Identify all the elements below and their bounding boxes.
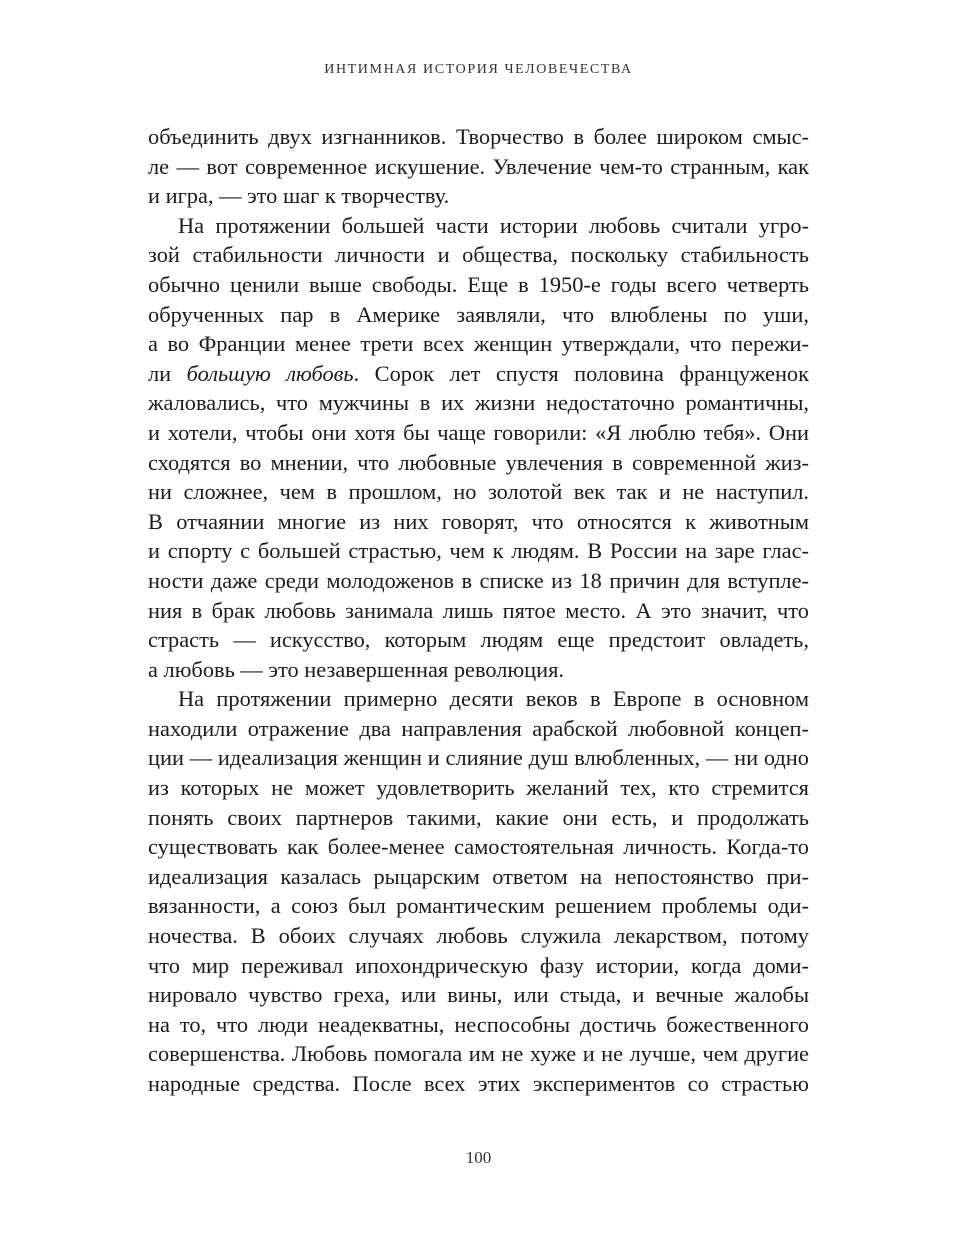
text-line: находили отражение два направления арабской любовной концеп-	[148, 715, 809, 741]
text-line: ночества. В обоих случаях любовь служила лекарством, потому	[148, 923, 809, 949]
text-line: ли большую любовь. Сорок лет спустя половина француженок	[148, 360, 810, 386]
text-line: и игра, — это шаг к творчеству.	[148, 183, 450, 209]
text-line: На протяжении большей части истории любовь считали угро-	[178, 212, 809, 238]
text-line: а любовь — это незавершенная революция.	[148, 656, 565, 682]
text-line: народные средства. После всех этих экспериментов со страстью	[148, 1071, 809, 1096]
text-line: совершенства. Любовь помогала им не хуже и не лучше, чем другие	[148, 1041, 809, 1067]
text-line: на то, что люди неадекватны, неспособны достичь божественного	[148, 1011, 809, 1037]
text-line: жаловались, что мужчины в их жизни недостаточно романтичны,	[148, 390, 809, 416]
text-line: обычно ценили выше свободы. Еще в 1950-е годы всего четверть	[148, 271, 809, 297]
text-line: объединить двух изгнанников. Творчество в более широком смыс-	[148, 124, 809, 149]
text-line: а во Франции менее трети всех женщин утверждали, что пережи-	[148, 331, 809, 357]
text-line: существовать как более-менее самостоятельная личность. Когда-то	[148, 834, 809, 860]
text-line: зой стабильности личности и общества, поскольку стабильность	[148, 242, 809, 268]
text-line: ции — идеализация женщин и слияние душ влюбленных, — ни одно	[148, 745, 809, 771]
text-line: и хотели, чтобы они хотя бы чаще говорили: «Я люблю тебя». Они	[148, 419, 809, 445]
page-number: 100	[465, 1148, 492, 1164]
text-line: из которых не может удовлетворить желаний тех, кто стремится	[148, 775, 809, 801]
text-line: обрученных пар в Америке заявляли, что влюблены по уши,	[148, 301, 809, 327]
text-line: идеализация казалась рыцарским ответом на непостоянство при-	[148, 863, 809, 889]
running-head: ИНТИМНАЯ ИСТОРИЯ ЧЕЛОВЕЧЕСТВА	[324, 62, 633, 77]
emphasis: большую любовь	[186, 360, 354, 386]
text-line: ле — вот современное искушение. Увлечение чем-то странным, как	[148, 153, 809, 179]
text-line: ния в брак любовь занимала лишь пятое место. А это значит, что	[148, 597, 809, 623]
text-line: что мир переживал ипохондрическую фазу истории, когда доми-	[148, 952, 809, 978]
body-text	[148, 122, 809, 1099]
text-line: ности даже среди молодоженов в списке из 18 причин для вступле-	[148, 567, 809, 593]
text-line: вязанности, а союз был романтическим решением проблемы оди-	[148, 893, 809, 919]
text-line: понять своих партнеров такими, какие они есть, и продолжать	[148, 804, 809, 830]
text-line: На протяжении примерно десяти веков в Европе в основном	[178, 686, 809, 712]
text-line: сходятся во мнении, что любовные увлечения в современной жиз-	[148, 449, 809, 475]
text-line: нировало чувство греха, или вины, или стыда, и вечные жалобы	[148, 982, 809, 1008]
text-line: и спорту с большей страстью, чем к людям. В России на заре глас-	[148, 538, 809, 564]
text-line: ни сложнее, чем в прошлом, но золотой век так и не наступил.	[148, 479, 809, 505]
text-line: В отчаянии многие из них говорят, что относятся к животным	[148, 508, 809, 534]
text-line: страсть — искусство, которым людям еще предстоит овладеть,	[148, 627, 809, 653]
